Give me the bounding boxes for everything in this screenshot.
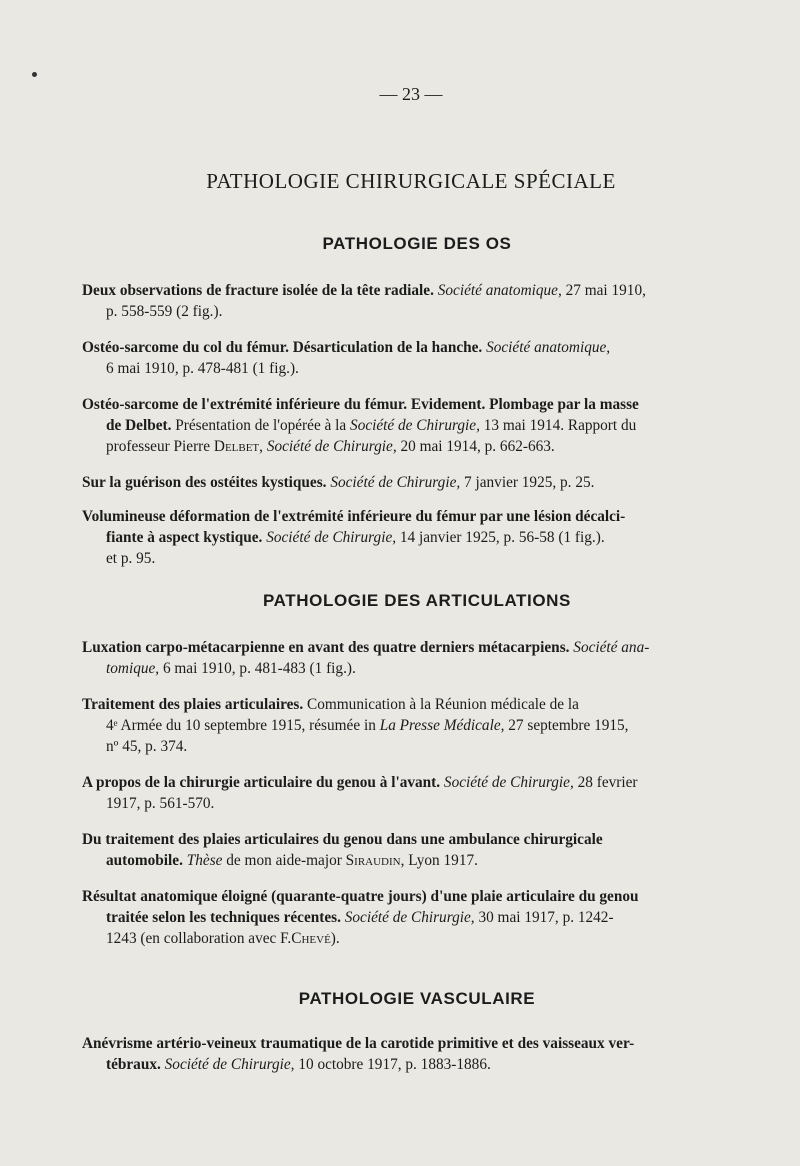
entry-reference: 1243 (en collaboration avec F.	[106, 930, 292, 947]
entry-title: Volumineuse déformation de l'extrémité inférieure du fémur par une lésion décalci-	[82, 508, 626, 525]
journal-name: Société anatomique,	[437, 282, 562, 299]
entry-reference: 1917, p. 561-570.	[106, 795, 215, 812]
entry-reference: Lyon 1917.	[408, 852, 478, 869]
entry-title: tébraux.	[106, 1056, 161, 1073]
page-title: PATHOLOGIE CHIRURGICALE SPÉCIALE	[206, 169, 616, 193]
journal-name: Société de Chirurgie,	[266, 438, 397, 455]
bibliography-entry	[82, 472, 754, 493]
entry-reference: p. 558-559 (2 fig.).	[106, 303, 223, 320]
entry-title: automobile.	[106, 852, 183, 869]
entry-title: Luxation carpo-métacarpienne en avant des quatre derniers métacarpiens.	[82, 639, 570, 656]
bibliography-entry	[82, 694, 754, 757]
section-heading-os: PATHOLOGIE DES OS	[322, 234, 512, 253]
entry-reference: nº 45, p. 374.	[106, 738, 188, 755]
journal-name: Société anatomique,	[486, 339, 611, 356]
entry-reference: et p. 95.	[106, 550, 156, 567]
entry-reference: 27 mai 1910,	[565, 282, 646, 299]
journal-name: tomique,	[106, 660, 160, 677]
entry-reference: 6 mai 1910, p. 478-481 (1 fig.).	[106, 360, 299, 377]
bibliography-entry	[82, 1033, 754, 1075]
thesis-label: Thèse	[186, 852, 223, 869]
entry-reference: 13 mai 1914. Rapport du	[483, 417, 637, 434]
entry-title: Du traitement des plaies articulaires du genou dans une ambulance chirurgicale	[82, 831, 603, 848]
entry-reference: 27 septembre 1915,	[508, 717, 629, 734]
journal-name: Société de Chirurgie,	[443, 774, 574, 791]
entry-title: Traitement des plaies articulaires.	[82, 696, 304, 713]
bibliography-entry	[82, 394, 754, 457]
section-heading-articulations: PATHOLOGIE DES ARTICULATIONS	[263, 591, 571, 610]
author-name: Chevé	[291, 930, 331, 947]
entry-title: de Delbet.	[106, 417, 172, 434]
entry-reference: de mon aide-major	[226, 852, 342, 869]
entry-reference: 30 mai 1917, p. 1242-	[478, 909, 614, 926]
bibliography-entry	[82, 506, 754, 569]
entry-title: Ostéo-sarcome du col du fémur. Désarticulation de la hanche.	[82, 339, 483, 356]
entry-reference: 7 janvier 1925, p. 25.	[464, 474, 595, 491]
entry-reference: professeur Pierre	[106, 438, 211, 455]
author-name: Siraudin,	[345, 852, 405, 869]
journal-name: Société de Chirurgie,	[350, 417, 480, 434]
entry-title: A propos de la chirurgie articulaire du genou à l'avant.	[82, 774, 441, 791]
entry-title: Deux observations de fracture isolée de la tête radiale.	[82, 282, 434, 299]
journal-name: Société de Chirurgie,	[266, 529, 397, 546]
journal-name: Société de Chirurgie,	[164, 1056, 295, 1073]
entry-reference: Présentation de l'opérée à la	[175, 417, 347, 434]
bibliography-entry	[82, 886, 754, 949]
section-heading-vasculaire: PATHOLOGIE VASCULAIRE	[298, 989, 536, 1008]
entry-reference: 14 janvier 1925, p. 56-58 (1 fig.).	[399, 529, 605, 546]
ink-spot	[32, 72, 37, 77]
entry-title: Ostéo-sarcome de l'extrémité inférieure du fémur. Evidement. Plombage par la masse	[82, 396, 639, 413]
bibliography-entry	[82, 829, 754, 871]
bibliography-entry	[82, 337, 754, 379]
entry-reference: Communication à la Réunion médicale de la	[307, 696, 579, 713]
bibliography-entry	[82, 637, 754, 679]
entry-reference: 20 mai 1914, p. 662-663.	[400, 438, 555, 455]
journal-name: Société ana-	[573, 639, 650, 656]
entry-title: Résultat anatomique éloigné (quarante-quatre jours) d'une plaie articulaire du genou	[82, 888, 639, 905]
entry-title: Sur la guérison des ostéites kystiques.	[82, 474, 327, 491]
journal-name: Société de Chirurgie,	[330, 474, 461, 491]
entry-reference: ).	[330, 930, 340, 947]
entry-reference: 10 octobre 1917, p. 1883-1886.	[298, 1056, 491, 1073]
bibliography-entry	[82, 772, 754, 814]
entry-reference: 6 mai 1910, p. 481-483 (1 fig.).	[162, 660, 356, 677]
bibliography-entry	[82, 280, 754, 322]
journal-name: Société de Chirurgie,	[344, 909, 475, 926]
entry-reference: 28 fevrier	[577, 774, 638, 791]
entry-title: traitée selon les techniques récentes.	[106, 909, 341, 926]
author-name: Delbet,	[213, 438, 263, 455]
entry-title: Anévrisme artério-veineux traumatique de la carotide primitive et des vaisseaux ver-	[82, 1035, 635, 1052]
entry-reference: 4ᵉ Armée du 10 septembre 1915, résumée in	[106, 717, 376, 734]
entry-title: fiante à aspect kystique.	[106, 529, 263, 546]
journal-name: La Presse Médicale,	[379, 717, 505, 734]
page-number: — 23 —	[379, 84, 443, 104]
